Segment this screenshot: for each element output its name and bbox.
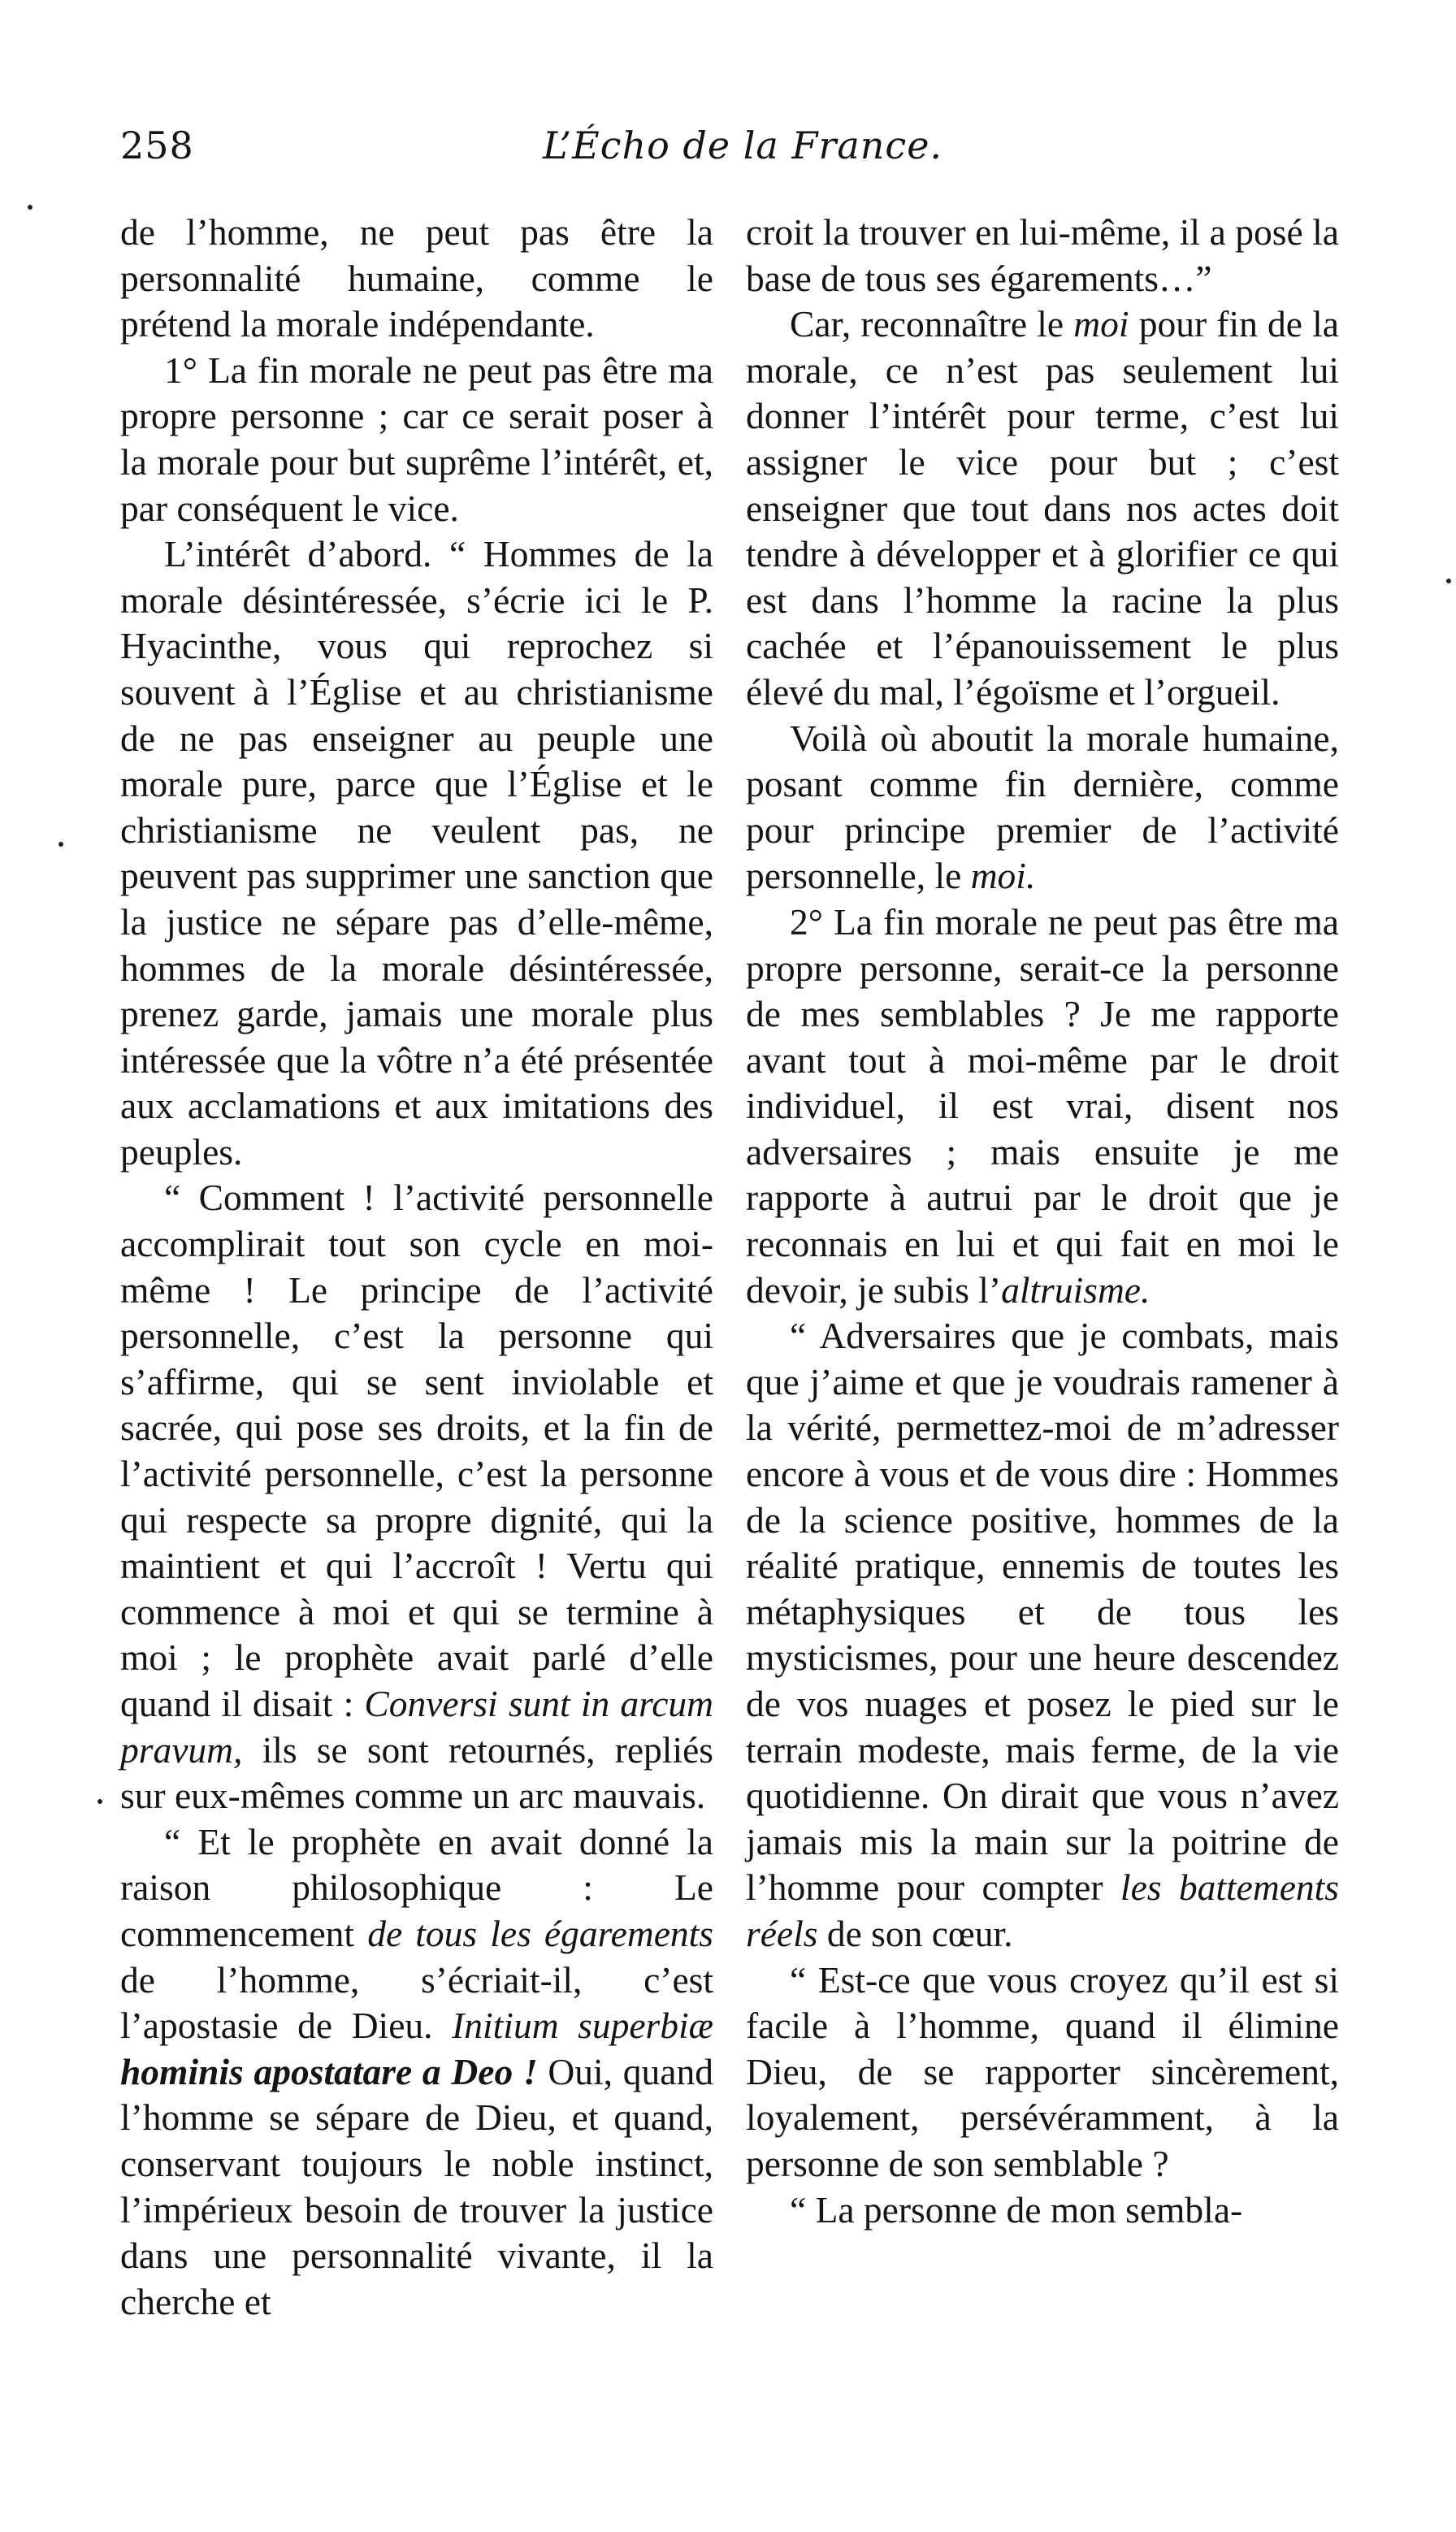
paragraph xyxy=(746,210,1339,301)
paragraph xyxy=(746,716,1339,900)
paragraph xyxy=(120,210,713,348)
paragraph xyxy=(120,1819,713,2326)
paragraph xyxy=(746,900,1339,1313)
paragraph xyxy=(746,1313,1339,1957)
page-number: 258 xyxy=(120,124,194,167)
paragraph-text: “ Comment ! l’activité personnelle accomplirait tout son cycle en moi-même ! Le principe de l’activité personnelle, c’est la personne qui s’affirme, qui se sent inviolable et sacrée, qui pose ses droits, et la fin de l’activité personnelle, c’est la personne qui respecte sa propre dignité, qui la maintient et qui l’accroît ! Vertu qui commence à moi et qui se termine à moi ; le prophète avait parlé d’elle quand il disait : xyxy=(120,1177,713,1724)
right-column xyxy=(746,210,1339,2233)
latin-quote-bold: hominis apostatare a Deo ! xyxy=(120,2050,538,2092)
paragraph xyxy=(746,1958,1339,2187)
paragraph-text: L’intérêt d’abord. “ Hommes de la morale désintéressée, s’écrie ici le P. Hyacinthe, vous qui reprochez si souvent à l’Église et au christianisme de ne pas enseigner au peuple une morale pure, parce que l’Église et le christianisme ne veulent pas, ne peuvent pas supprimer une sanction que la justice ne sépare pas d’elle-même, hommes de la morale désintéressée, prenez garde, jamais une morale plus intéressée que la vôtre n’a été présentée aux acclamations et aux imitations des peuples. xyxy=(120,533,713,1173)
italic-word: altruisme. xyxy=(1001,1268,1150,1311)
paragraph xyxy=(746,301,1339,715)
paragraph-text: Car, reconnaître le xyxy=(790,303,1064,345)
page-header xyxy=(120,124,1372,180)
paragraph-text: “ La personne de mon sembla- xyxy=(790,2188,1243,2231)
left-column xyxy=(120,210,713,2325)
italic-word: moi. xyxy=(970,855,1036,897)
paragraph-text: ils se sont retournés, repliés sur eux-mêmes comme un arc mauvais. xyxy=(120,1728,713,1817)
latin-quote: Conversi sunt in arcum pravum, xyxy=(120,1683,714,1771)
paragraph-text: “ Est-ce que vous croyez qu’il est si facile à l’homme, quand il élimine Dieu, de se rapporter sincèrement, loyalement, persévéramment, à la personne de son semblable ? xyxy=(746,1958,1339,2184)
paragraph-text: Oui, quand l’homme se sépare de Dieu, et quand, conservant toujours le noble instinct, l’impérieux besoin de trouver la justice dans une personnalité vivante, il la cherche et xyxy=(120,2050,713,2322)
print-speck xyxy=(1446,579,1451,583)
paragraph-text: 1° La fin morale ne peut pas être ma propre personne ; car ce serait poser à la morale pour but suprême l’intérêt, et, par conséquent le vice. xyxy=(120,349,713,529)
latin-quote: Initium superbiæ xyxy=(452,2005,713,2047)
print-speck xyxy=(28,205,32,210)
print-speck xyxy=(98,1799,102,1804)
paragraph xyxy=(120,1175,713,1819)
paragraph xyxy=(120,531,713,1175)
paragraph-text: de l’homme, s’écriait-il, c’est l’apostasie de Dieu. xyxy=(120,1958,713,2047)
paragraph-text: pour fin de la morale, ce n’est pas seulement lui donner l’intérêt pour terme, c’est lui assigner le vice pour but ; c’est enseigner que tout dans nos actes doit tendre à développer et à glorifier ce qui est dans l’homme la racine la plus cachée et l’épanouissement le plus élevé du mal, l’égoïsme et l’orgueil. xyxy=(746,303,1339,713)
running-title: L’Écho de la France. xyxy=(543,124,943,167)
paragraph-text: 2° La fin morale ne peut pas être ma propre personne, serait-ce la personne de mes semblables ? Je me rapporte avant tout à moi-même par le droit individuel, il est vrai, disent nos adversaires ; mais ensuite je me rapporte à autrui par le droit que je reconnais en lui et qui fait en moi le devoir, je subis l’ xyxy=(746,900,1339,1311)
italic-phrase: de tous les égarements xyxy=(367,1912,713,1954)
paragraph-text: “ Et le prophète en avait donné la raison philosophique : Le commencement xyxy=(120,1820,713,1954)
paragraph-text: Voilà où aboutit la morale humaine, posant comme fin dernière, comme pour principe premier de l’activité personnelle, le xyxy=(746,717,1339,897)
paragraph xyxy=(120,348,713,531)
paragraph xyxy=(746,2187,1339,2234)
italic-word: moi xyxy=(1073,303,1129,345)
paragraph-text: “ Adversaires que je combats, mais que j’aime et que je voudrais ramener à la vérité, permettez-moi de m’adresser encore à vous et de vous dire : Hommes de la science positive, hommes de la réalité pratique, ennemis de toutes les métaphysiques et de tous les mysticismes, pour une heure descendez de vos nuages et posez le pied sur le terrain modeste, mais ferme, de la vie quotidienne. On dirait que vous n’avez jamais mis la main sur la poitrine de l’homme pour compter xyxy=(746,1315,1339,1909)
paragraph-text: de l’homme, ne peut pas être la personnalité humaine, comme le prétend la morale indépendante. xyxy=(120,211,713,345)
print-speck xyxy=(58,842,63,847)
paragraph-text: croit la trouver en lui-même, il a posé la base de tous ses égarements…” xyxy=(746,211,1339,299)
italic-phrase: les battements réels xyxy=(746,1866,1339,1954)
paragraph-text: de son cœur. xyxy=(826,1912,1013,1954)
